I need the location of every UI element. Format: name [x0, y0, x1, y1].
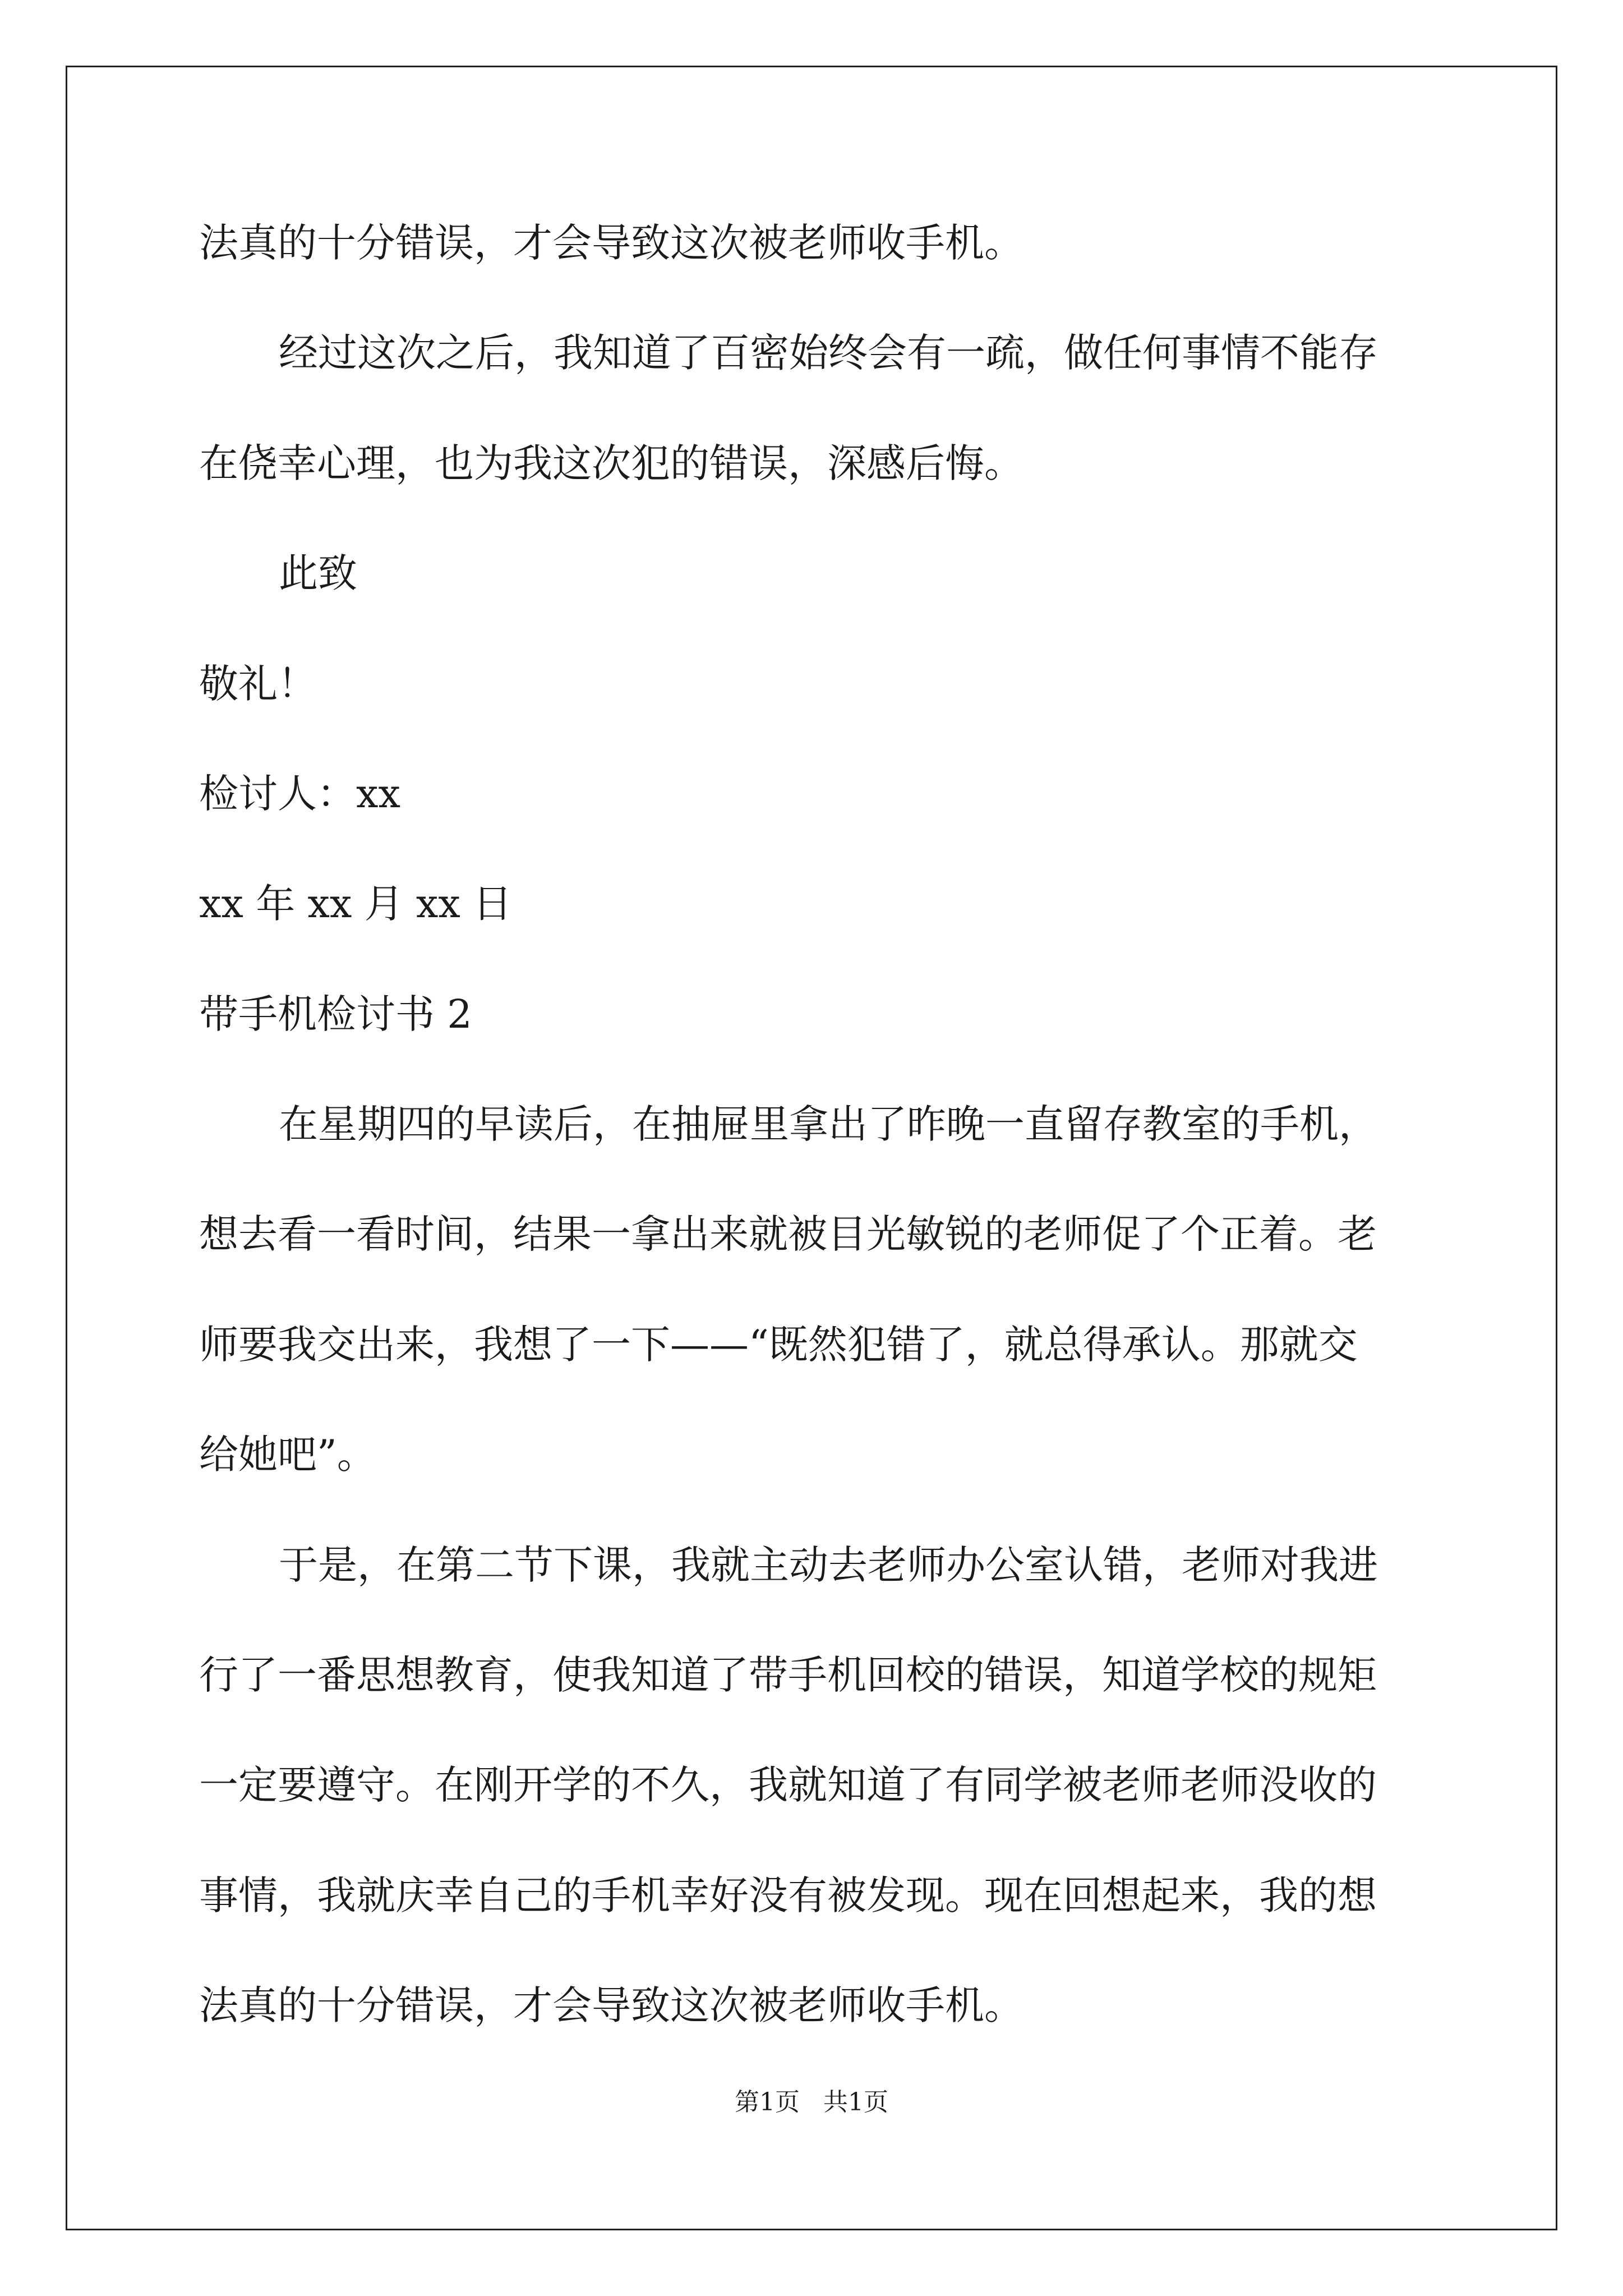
text-line: 检讨人：xx	[199, 771, 400, 817]
text-line: 想去看一看时间，结果一拿出来就被目光敏锐的老师促了个正着。老	[199, 1211, 1377, 1257]
text-line: 法真的十分错误，才会导致这次被老师收手机。	[199, 1982, 1023, 2028]
text-line: 一定要遵守。在刚开学的不久，我就知道了有同学被老师老师没收的	[199, 1762, 1377, 1808]
text-line: 敬礼！	[199, 661, 317, 707]
text-line: 行了一番思想教育，使我知道了带手机回校的错误，知道学校的规矩	[199, 1652, 1377, 1698]
text-line: 给她吧”。	[199, 1432, 376, 1478]
text-line: 经过这次之后，我知道了百密始终会有一疏，做任何事情不能存	[279, 330, 1378, 376]
text-line: xx 年 xx 月 xx 日	[199, 881, 513, 927]
text-line: 师要我交出来，我想了一下——“既然犯错了，就总得承认。那就交	[199, 1322, 1358, 1368]
text-line: 法真的十分错误，才会导致这次被老师收手机。	[199, 220, 1023, 266]
text-line: 事情，我就庆幸自己的手机幸好没有被发现。现在回想起来，我的想	[199, 1872, 1377, 1918]
text-line: 在星期四的早读后，在抽屉里拿出了昨晚一直留存教室的手机，	[279, 1101, 1378, 1147]
section-heading: 带手机检讨书 2	[199, 991, 472, 1037]
text-line: 于是，在第二节下课，我就主动去老师办公室认错，老师对我进	[279, 1542, 1378, 1588]
text-line: 此致	[279, 550, 357, 596]
page-footer: 第1页 共1页	[735, 2088, 888, 2116]
text-line: 在侥幸心理，也为我这次犯的错误，深感后悔。	[199, 440, 1023, 486]
